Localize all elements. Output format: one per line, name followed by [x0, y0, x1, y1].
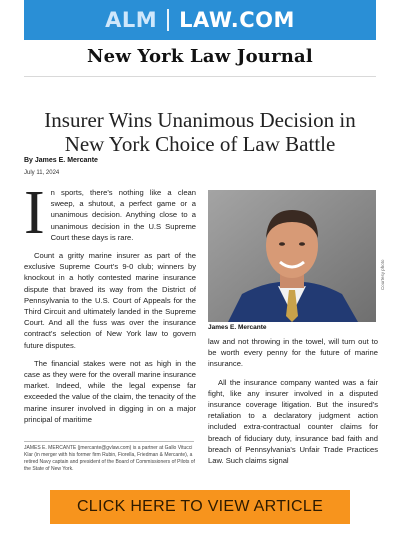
- author-footnote: JAMES E. MERCANTE (jmercante@gvlaw.com) is a partner at Gallo Vitucci Klar (in merger with his former firm Rubin, Fiorella, Friedman & Mercante), a retired Navy captain and president of the Board of Commissioners of Pilots of the State of New York.: [24, 445, 195, 472]
- article-date: July 11, 2024: [24, 170, 60, 176]
- masthead-divider: [24, 76, 376, 77]
- photo-caption: James E. Mercante: [208, 324, 267, 331]
- article-paragraph: All the insurance company wanted was a fair fight, like any insurer involved in a disputed insurance coverage litigation. But the insured's retaliation to a declaratory judgment action included extra-contractual counter claims for breach of fiduciary duty, insurance bad faith and breach of Pennsylvania's Unfair Trade Practices Law. Such claims signal: [208, 377, 378, 466]
- footnote-divider: [24, 441, 194, 442]
- article-paragraph: The financial stakes were not as high in the case as they were for the overall marine insurance market. Indeed, while the legal expense far exceeded the value of the claim, the tenacity of the marine insurer involved in digging in on a major principal of maritime: [24, 358, 196, 424]
- article-column-left: [24, 179, 196, 432]
- alm-logo: ALM: [105, 8, 158, 32]
- article-headline: Insurer Wins Unanimous Decision in New York Choice of Law Battle: [44, 108, 356, 156]
- almlaw-banner[interactable]: [24, 0, 376, 40]
- article-paragraph: In sports, there's nothing like a clean sweep, a shutout, a perfect game or a unanimous decision. Anything close to a unanimous decision in the U.S Supreme Court these days is rare.: [24, 179, 196, 247]
- article-paragraph: Count a gritty marine insurer as part of the exclusive Supreme Court's 9-0 club; winners by knockout in a hotly contested marine insurance dispute that braved its way from the District of Pennsylvania to the U.S. Court of Appeals for the Third Circuit and ultimately landed in the Supreme Court. And all the fuss was over the insurance contract's selection of New York law to govern future disputes.: [24, 251, 196, 350]
- logo-divider: [167, 9, 169, 31]
- author-portrait-image: [208, 190, 376, 322]
- view-article-button-label: CLICK HERE TO VIEW ARTICLE: [76, 498, 324, 515]
- author-photo: [208, 190, 376, 322]
- article-column-right: [208, 336, 378, 473]
- article-byline: By James E. Mercante: [24, 157, 98, 164]
- publication-masthead: New York Law Journal: [87, 46, 313, 67]
- photo-credit: Courtesy photo: [380, 259, 385, 290]
- lawcom-logo: LAW.COM: [179, 8, 295, 32]
- view-article-button[interactable]: [50, 490, 350, 524]
- drop-cap: I: [24, 179, 45, 247]
- article-paragraph: law and not throwing in the towel, will turn out to be worth every penny for the future of marine insurance.: [208, 337, 378, 369]
